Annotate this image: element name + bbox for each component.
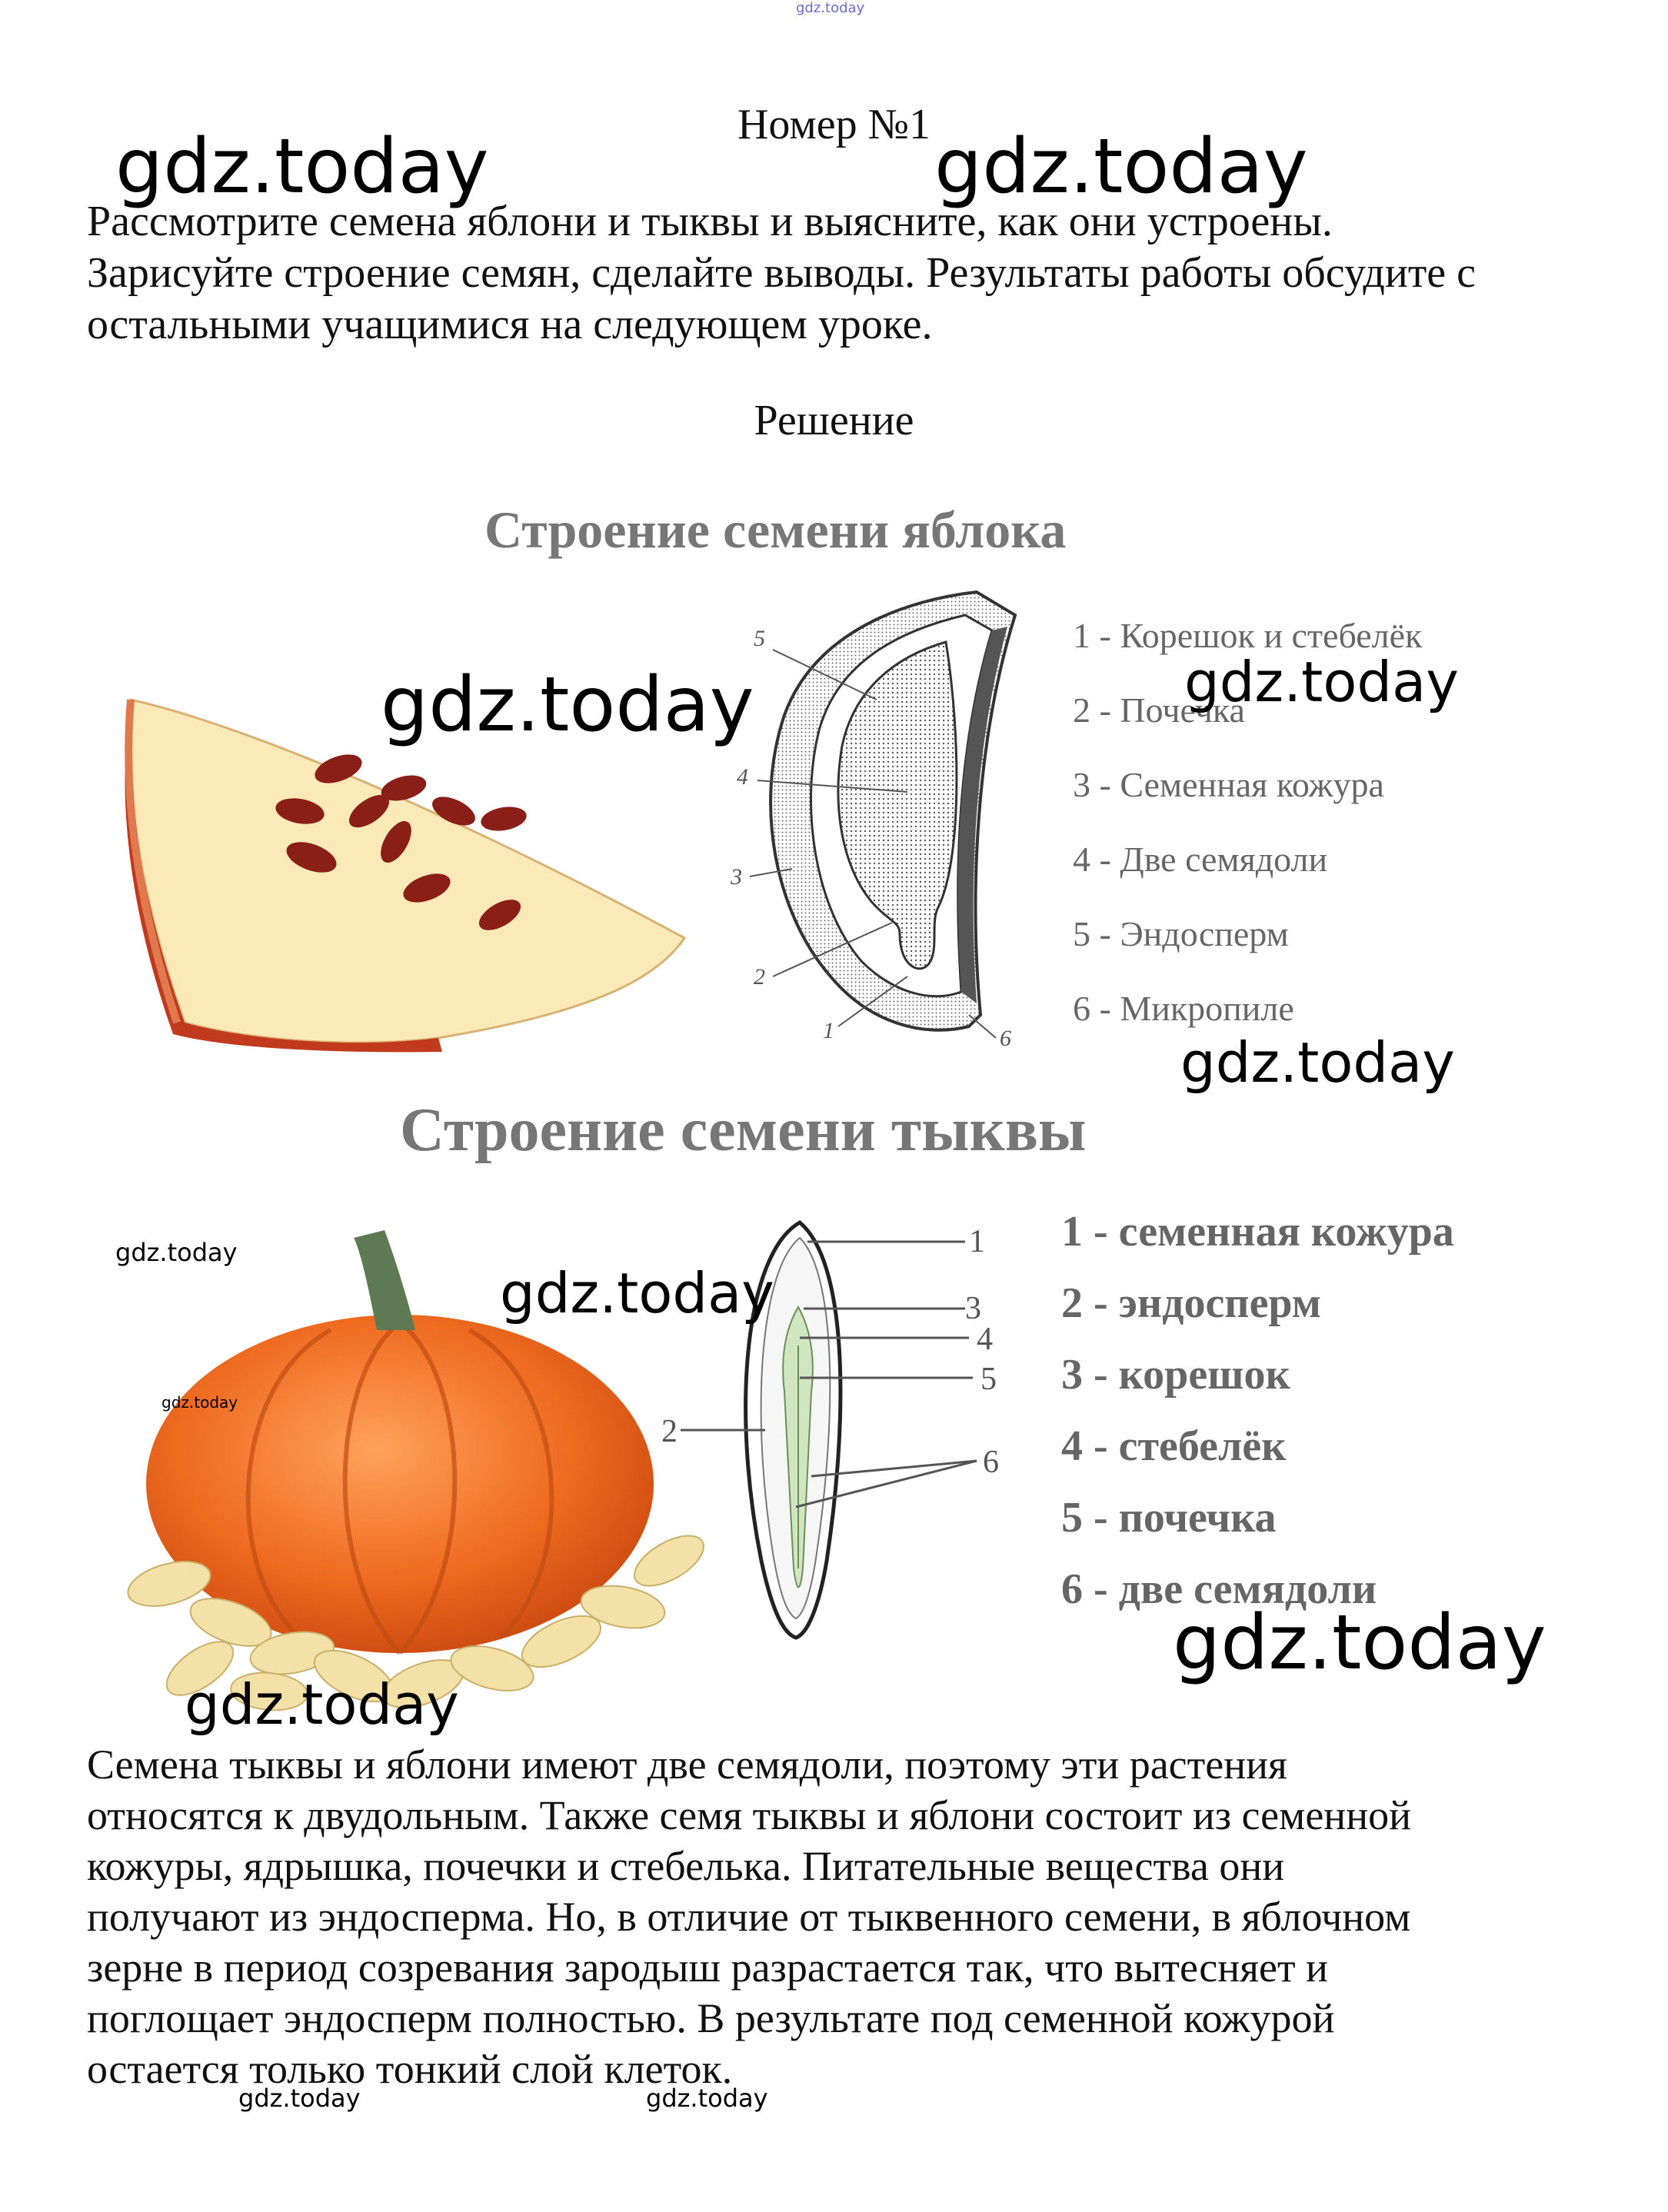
pumpkin-diagram-num: 6 [983,1445,999,1480]
pumpkin-diagram-num: 3 [965,1291,981,1326]
pumpkin-diagram-num: 4 [977,1322,993,1357]
pumpkin-section-title: Строение семени тыквы [400,1096,1087,1164]
apple-diagram-num: 4 [737,764,748,790]
conclusion-line: зерне в период созревания зародыш разрастается так, что вытесняет и [87,1944,1328,1991]
conclusion-line: Семена тыквы и яблони имеют две семядоли, поэтому эти растения [87,1741,1287,1788]
watermark: gdz.today [646,2084,768,2113]
pumpkin-legend-item: 4 - стебелёк [1061,1422,1287,1470]
pumpkin-legend-item: 3 - корешок [1061,1351,1290,1399]
pumpkin-diagram-num: 5 [980,1362,997,1397]
apple-legend-item: 5 - Эндосперм [1073,914,1289,953]
watermark: gdz.today [934,123,1308,211]
watermark: gdz.today [381,661,754,749]
pumpkin-legend-item: 1 - семенная кожура [1061,1208,1454,1256]
apple-seed-diagram [715,584,1038,1061]
solution-label: Решение [754,397,914,444]
pumpkin-legend [1061,1207,1454,1636]
task-text [87,196,1594,351]
conclusion-line: кожуры, ядрышка, почечки и стебелька. Питательные вещества они [87,1843,1285,1889]
apple-legend-item: 4 - Две семядоли [1073,840,1328,879]
apple-diagram-num: 5 [754,626,765,651]
apple-diagram-num: 3 [731,864,742,890]
apple-legend-item: 6 - Микропиле [1073,989,1294,1028]
apple-legend-item: 2 - Почечка [1073,690,1245,730]
conclusion-line: остается только тонкий слой клеток. [87,2046,733,2092]
watermark: gdz.today [500,1261,774,1326]
pumpkin-legend-item: 6 - две семядоли [1061,1565,1377,1613]
watermark: gdz.today [1173,1599,1546,1687]
pumpkin-diagram-num: 2 [661,1414,678,1449]
watermark: gdz.today [115,1238,238,1267]
pumpkin-legend-item: 5 - почечка [1061,1494,1277,1542]
apple-diagram-num: 2 [754,964,765,990]
page-title: Номер №1 [737,101,931,148]
watermark: gdz.today [238,2084,361,2113]
watermark: gdz.today [161,1393,238,1412]
task-line: Зарисуйте строение семян, сделайте выводы. Результаты работы обсудите с [87,249,1476,297]
conclusion-line: относятся к двудольным. Также семя тыквы и яблони состоит из семенной [87,1792,1411,1838]
apple-legend-item: 3 - Семенная кожура [1073,765,1384,804]
pumpkin-diagram-num: 1 [969,1224,985,1259]
watermark: gdz.today [115,123,489,211]
apple-diagram-num: 1 [823,1018,834,1043]
watermark: gdz.today [1184,650,1459,714]
pumpkin-legend-item: 2 - эндосперм [1061,1279,1321,1327]
conclusion-line: поглощает эндосперм полностью. В результате под семенной кожурой [87,1995,1335,2041]
apple-legend-item: 1 - Корешок и стебелёк [1073,616,1423,655]
watermark: gdz.today [185,1672,459,1737]
conclusion-line: получают из эндосперма. Но, в отличие от тыквенного семени, в яблочном [87,1894,1411,1940]
conclusion-text [87,1739,1610,2094]
task-line: Рассмотрите семена яблони и тыквы и выясните, как они устроены. [87,198,1333,245]
apple-section-title: Строение семени яблока [484,501,1067,559]
apple-diagram-num: 6 [1000,1026,1011,1051]
task-line: остальными учащимися на следующем уроке. [87,301,933,348]
watermark: gdz.today [1180,1030,1455,1095]
top-watermark: gdz.today [796,0,865,16]
